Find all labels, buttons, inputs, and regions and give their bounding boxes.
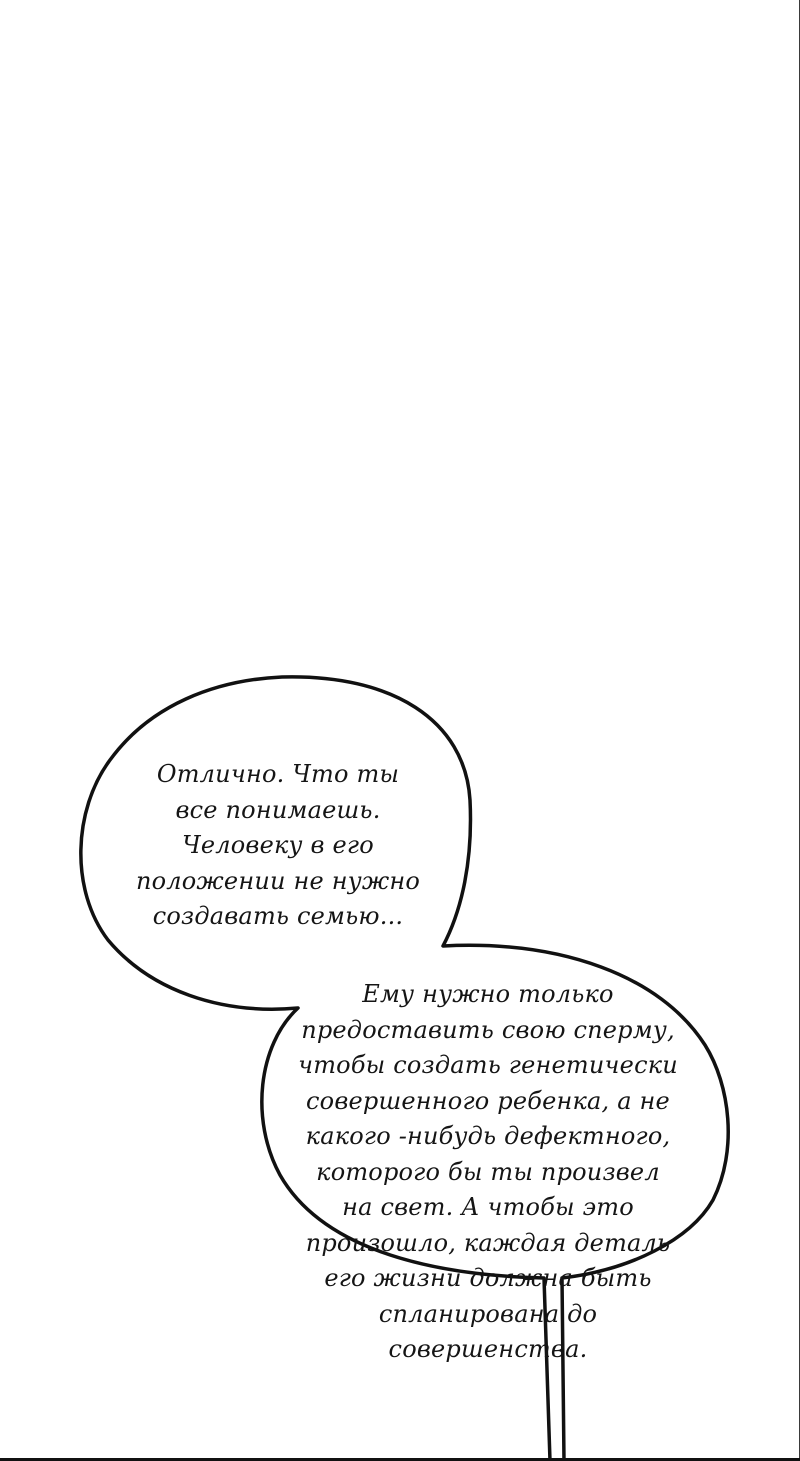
speech-line: все понимаешь. — [175, 795, 381, 824]
speech-line: совершенного ребенка, а не — [306, 1086, 670, 1115]
speech-line: Человеку в его — [182, 831, 374, 859]
speech-line: чтобы создать генетически — [298, 1051, 678, 1079]
speech-line: произошло, каждая деталь — [305, 1228, 671, 1257]
speech-line: его жизни должна быть — [324, 1264, 652, 1292]
speech-line: Отлично. Что ты — [156, 760, 400, 788]
speech-line: на свет. А чтобы это — [342, 1193, 634, 1221]
speech-line: Ему нужно только — [362, 980, 614, 1008]
speech-bubble-1-text — [118, 757, 438, 935]
speech-line: спланирована до — [378, 1299, 598, 1328]
speech-bubble-2-text — [290, 977, 686, 1368]
speech-line: какого -нибудь дефектного, — [305, 1122, 671, 1150]
speech-line: совершенства. — [388, 1335, 588, 1363]
speech-line: положении не нужно — [136, 866, 420, 895]
speech-line: предоставить свою сперму, — [301, 1015, 675, 1044]
speech-line: которого бы ты произвел — [316, 1157, 660, 1186]
speech-line: создавать семью... — [152, 902, 404, 930]
